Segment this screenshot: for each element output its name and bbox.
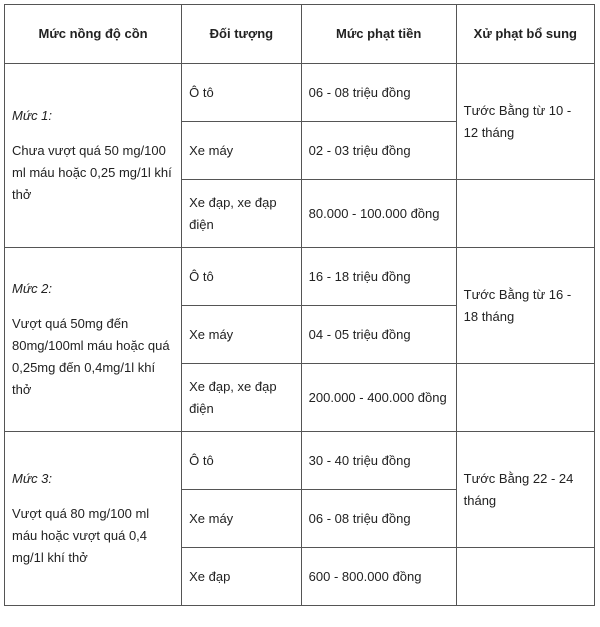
- header-fine: Mức phạt tiền: [301, 5, 456, 64]
- level-description: Vượt quá 50mg đến 80mg/100ml máu hoặc quá 0,25mg đến 0,4mg/1l khí thở: [12, 316, 170, 397]
- level-3-cell: [5, 432, 182, 606]
- empty-cell: [456, 364, 594, 432]
- subject-cell: Xe đạp, xe đạp điện: [182, 180, 302, 248]
- level-description: Vượt quá 80 mg/100 ml máu hoặc vượt quá 0,4 mg/1l khí thở: [12, 506, 150, 565]
- header-supplementary: Xử phạt bổ sung: [456, 5, 594, 64]
- supplementary-cell: Tước Bằng 22 - 24 tháng: [456, 432, 594, 548]
- alcohol-penalty-table: [4, 4, 595, 606]
- fine-cell: 200.000 - 400.000 đồng: [301, 364, 456, 432]
- subject-cell: Ô tô: [182, 432, 302, 490]
- level-description: Chưa vượt quá 50 mg/100 ml máu hoặc 0,25 mg/1l khí thở: [12, 143, 172, 202]
- level-1-cell: [5, 64, 182, 248]
- empty-cell: [456, 180, 594, 248]
- level-2-cell: [5, 248, 182, 432]
- fine-cell: 16 - 18 triệu đồng: [301, 248, 456, 306]
- table-row: [5, 64, 595, 122]
- fine-cell: 04 - 05 triệu đồng: [301, 306, 456, 364]
- fine-cell: 600 - 800.000 đồng: [301, 548, 456, 606]
- header-alcohol-level: Mức nồng độ cồn: [5, 5, 182, 64]
- table-row: [5, 432, 595, 490]
- level-title: Mức 2:: [12, 281, 53, 296]
- fine-cell: 06 - 08 triệu đồng: [301, 64, 456, 122]
- header-row: [5, 5, 595, 64]
- fine-cell: 80.000 - 100.000 đồng: [301, 180, 456, 248]
- fine-cell: 30 - 40 triệu đồng: [301, 432, 456, 490]
- subject-cell: Xe máy: [182, 490, 302, 548]
- subject-cell: Ô tô: [182, 248, 302, 306]
- fine-cell: 02 - 03 triệu đồng: [301, 122, 456, 180]
- table-row: [5, 248, 595, 306]
- supplementary-cell: Tước Bằng từ 10 - 12 tháng: [456, 64, 594, 180]
- empty-cell: [456, 548, 594, 606]
- subject-cell: Xe máy: [182, 306, 302, 364]
- fine-cell: 06 - 08 triệu đồng: [301, 490, 456, 548]
- subject-cell: Xe đạp: [182, 548, 302, 606]
- supplementary-cell: Tước Bằng từ 16 - 18 tháng: [456, 248, 594, 364]
- subject-cell: Ô tô: [182, 64, 302, 122]
- header-subject: Đối tượng: [182, 5, 302, 64]
- level-title: Mức 1:: [12, 108, 53, 123]
- subject-cell: Xe máy: [182, 122, 302, 180]
- subject-cell: Xe đạp, xe đạp điện: [182, 364, 302, 432]
- level-title: Mức 3:: [12, 471, 53, 486]
